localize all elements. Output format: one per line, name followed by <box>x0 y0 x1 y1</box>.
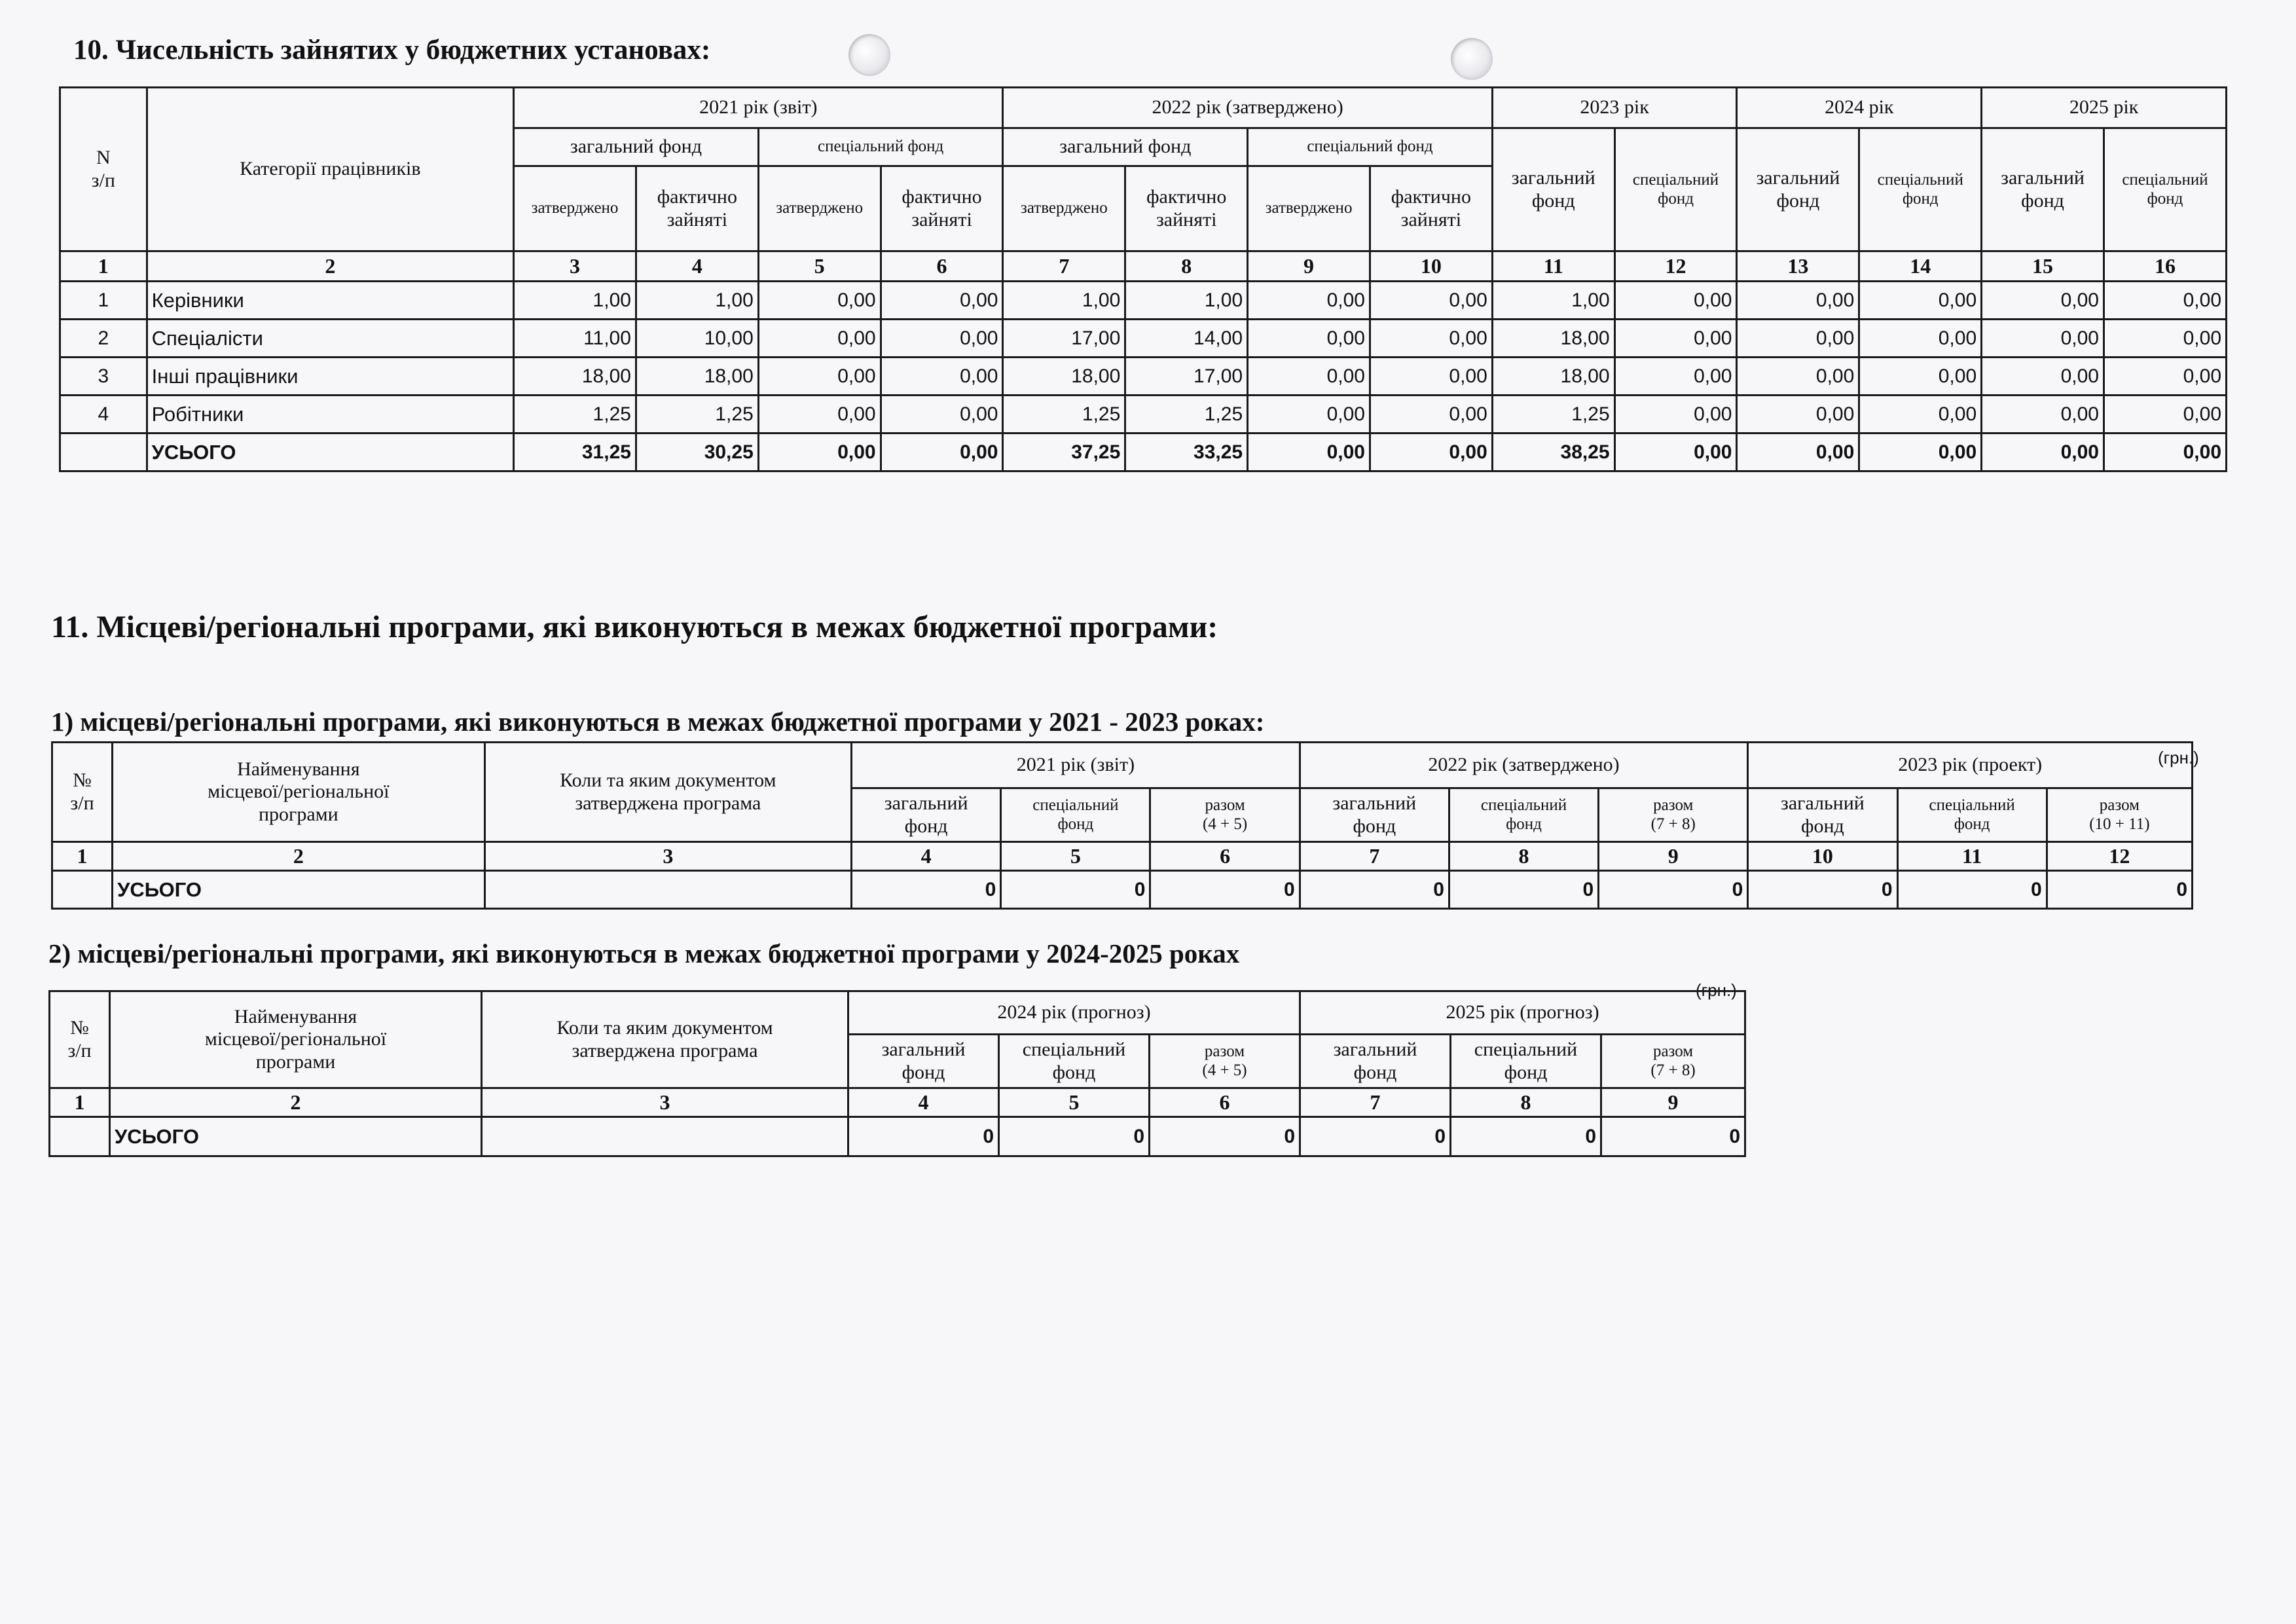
header-2024: 2024 рік (прогноз) <box>848 991 1300 1035</box>
total-value: 0 <box>848 1117 999 1156</box>
total-label: УСЬОГО <box>147 434 514 471</box>
cell-value: 0,00 <box>1982 282 2104 320</box>
cell-value: 0,00 <box>758 358 881 396</box>
cell-value: 0,00 <box>1614 434 1737 471</box>
cell-value: 0,00 <box>758 396 881 434</box>
cell-value: 0,00 <box>1614 396 1737 434</box>
table-row <box>60 358 2227 396</box>
cell-value: 0,00 <box>1859 320 1982 358</box>
total-value: 0 <box>1601 1117 1745 1156</box>
total-value: 0 <box>1449 871 1598 909</box>
header-sum: разом (7 + 8) <box>1601 1035 1745 1088</box>
cell-value: 18,00 <box>636 358 758 396</box>
total-value: 0 <box>1897 871 2047 909</box>
cell-value: 0,00 <box>1982 358 2104 396</box>
cell-value: 0,00 <box>758 320 881 358</box>
cell-value: 0,00 <box>1614 282 1737 320</box>
total-value: 0 <box>1599 871 1748 909</box>
cell-value: 0,00 <box>1370 282 1492 320</box>
header-program-name: Найменування місцевої/регіональної програми <box>113 743 485 842</box>
cell-value: 0,00 <box>1248 434 1370 471</box>
category-name: Робітники <box>147 396 514 434</box>
cell-value: 0,00 <box>1737 358 1859 396</box>
index-row: 1 2 3 4 5 6 7 8 9 10 11 12 13 14 15 16 <box>60 251 2227 282</box>
header-special: спеціальний фонд <box>1001 788 1150 842</box>
header-2024: 2024 рік <box>1737 88 1982 128</box>
table-row <box>60 320 2227 358</box>
header-2025: 2025 рік (прогноз) <box>1300 991 1745 1035</box>
table-row <box>60 396 2227 434</box>
row-number <box>60 434 147 471</box>
cell-value: 17,00 <box>1003 320 1125 358</box>
unit-label: (грн.) <box>2158 748 2199 767</box>
cell-value: 0,00 <box>2104 434 2226 471</box>
cell-value: 0,00 <box>2104 358 2226 396</box>
header-2021-general: загальний фонд <box>514 128 759 166</box>
header-general: загальний фонд <box>1300 1035 1451 1088</box>
cell-value: 0,00 <box>1248 358 1370 396</box>
cell-value: 1,00 <box>514 282 636 320</box>
header-2025-general: загальний фонд <box>1982 128 2104 251</box>
cell-value: 0,00 <box>2104 282 2226 320</box>
cell-value: 0,00 <box>1737 282 1859 320</box>
total-value: 0 <box>1150 871 1300 909</box>
cell-value: 0,00 <box>2104 396 2226 434</box>
total-row <box>52 871 2193 909</box>
row-number: 1 <box>60 282 147 320</box>
cell-value: 0,00 <box>1859 358 1982 396</box>
header-special: спеціальний фонд <box>1449 788 1598 842</box>
cell-value: 0,00 <box>881 282 1003 320</box>
header-approved: затверджено <box>514 166 636 251</box>
cell-value: 18,00 <box>1492 358 1614 396</box>
total-value: 0 <box>2047 871 2192 909</box>
cell-value: 37,25 <box>1003 434 1125 471</box>
header-sum: разом (7 + 8) <box>1599 788 1748 842</box>
cell-value: 0,00 <box>1982 396 2104 434</box>
row-number: 3 <box>60 358 147 396</box>
cell-value: 18,00 <box>1492 320 1614 358</box>
header-approved: затверджено <box>1003 166 1125 251</box>
cell-value: 10,00 <box>636 320 758 358</box>
header-2021-special: спеціальний фонд <box>758 128 1003 166</box>
index-row: 1 2 3 4 5 6 7 8 9 <box>50 1088 1745 1117</box>
header-program-name: Найменування місцевої/регіональної програми <box>110 991 482 1088</box>
cell-value: 0,00 <box>1370 396 1492 434</box>
cell-value: 1,25 <box>636 396 758 434</box>
header-sum: разом (4 + 5) <box>1150 788 1300 842</box>
cell-value: 0,00 <box>1248 320 1370 358</box>
cell-value: 0,00 <box>1248 396 1370 434</box>
total-value: 0 <box>1300 1117 1451 1156</box>
header-2022-general: загальний фонд <box>1003 128 1248 166</box>
header-2023-general: загальний фонд <box>1492 128 1614 251</box>
employees-table <box>59 86 2227 472</box>
total-value: 0 <box>1451 1117 1601 1156</box>
total-value: 0 <box>852 871 1001 909</box>
cell-value: 0,00 <box>1614 358 1737 396</box>
cell-value: 30,25 <box>636 434 758 471</box>
cell-value: 0,00 <box>1737 396 1859 434</box>
cell-value: 0,00 <box>1737 320 1859 358</box>
cell-value: 17,00 <box>1125 358 1248 396</box>
header-sum: разом (4 + 5) <box>1150 1035 1300 1088</box>
punch-hole-right <box>1451 38 1493 80</box>
programs-2021-2023-table <box>51 741 2193 910</box>
header-actual: фактично зайняті <box>1125 166 1248 251</box>
header-general: загальний фонд <box>1748 788 1897 842</box>
header-2021: 2021 рік (звіт) <box>514 88 1003 128</box>
cell-value: 1,00 <box>1492 282 1614 320</box>
total-label: УСЬОГО <box>113 871 485 909</box>
header-2022: 2022 рік (затверджено) <box>1003 88 1492 128</box>
header-approved: затверджено <box>1248 166 1370 251</box>
cell-value: 0,00 <box>881 396 1003 434</box>
cell-value: 0,00 <box>2104 320 2226 358</box>
header-n: № з/п <box>50 991 110 1088</box>
total-label: УСЬОГО <box>110 1117 482 1156</box>
cell-value: 0,00 <box>1982 320 2104 358</box>
cell-value: 0,00 <box>881 358 1003 396</box>
index-row: 1 2 3 4 5 6 7 8 9 10 11 12 <box>52 842 2193 871</box>
total-row <box>60 434 2227 471</box>
cell-value: 31,25 <box>514 434 636 471</box>
cell-value: 0,00 <box>1859 396 1982 434</box>
cell-value: 0,00 <box>1614 320 1737 358</box>
category-name: Спеціалісти <box>147 320 514 358</box>
cell-value: 18,00 <box>1003 358 1125 396</box>
header-document: Коли та яким документом затверджена програма <box>482 991 848 1088</box>
cell-value: 0,00 <box>1370 434 1492 471</box>
cell-value: 0,00 <box>881 320 1003 358</box>
total-row <box>50 1117 1745 1156</box>
section-10-title: 10. Чисельність зайнятих у бюджетних установах: <box>73 35 711 65</box>
header-actual: фактично зайняті <box>636 166 758 251</box>
cell-value: 11,00 <box>514 320 636 358</box>
cell-value: 38,25 <box>1492 434 1614 471</box>
section-11-part2-title: 2) місцеві/регіональні програми, які виконуються в межах бюджетної програми у 2024-2025 роках <box>48 938 1240 969</box>
header-special: спеціальний фонд <box>999 1035 1150 1088</box>
header-2023: 2023 рік <box>1492 88 1737 128</box>
cell-value: 0,00 <box>881 434 1003 471</box>
category-name: Керівники <box>147 282 514 320</box>
header-2025-special: спеціальний фонд <box>2104 128 2226 251</box>
header-2022: 2022 рік (затверджено) <box>1300 743 1748 788</box>
header-2022-special: спеціальний фонд <box>1248 128 1493 166</box>
total-value: 0 <box>1300 871 1449 909</box>
cell-value: 0,00 <box>1859 434 1982 471</box>
header-general: загальний фонд <box>848 1035 999 1088</box>
header-category: Категорії працівників <box>147 88 514 251</box>
cell-value: 18,00 <box>514 358 636 396</box>
header-2024-special: спеціальний фонд <box>1859 128 1982 251</box>
header-2023: 2023 рік (проект) <box>1748 743 2193 788</box>
cell-value: 1,00 <box>1125 282 1248 320</box>
programs-2024-2025-table <box>48 990 1746 1157</box>
cell-value: 0,00 <box>1982 434 2104 471</box>
total-value: 0 <box>1001 871 1150 909</box>
header-special: спеціальний фонд <box>1897 788 2047 842</box>
header-sum: разом (10 + 11) <box>2047 788 2192 842</box>
header-general: загальний фонд <box>1300 788 1449 842</box>
cell-value: 1,25 <box>514 396 636 434</box>
section-11-part1-title: 1) місцеві/регіональні програми, які виконуються в межах бюджетної програми у 2021 - 2023 роках: <box>51 707 1265 737</box>
header-actual: фактично зайняті <box>881 166 1003 251</box>
header-special: спеціальний фонд <box>1451 1035 1601 1088</box>
cell-value: 1,25 <box>1125 396 1248 434</box>
unit-label: (грн.) <box>1696 980 1737 1000</box>
cell-value: 1,00 <box>636 282 758 320</box>
header-general: загальний фонд <box>852 788 1001 842</box>
total-value: 0 <box>1150 1117 1300 1156</box>
cell-value: 0,00 <box>758 434 881 471</box>
cell-value: 0,00 <box>1370 320 1492 358</box>
table-row <box>60 282 2227 320</box>
header-2023-special: спеціальний фонд <box>1614 128 1737 251</box>
cell-value: 0,00 <box>1859 282 1982 320</box>
punch-hole-left <box>848 34 890 76</box>
header-n: N з/п <box>60 88 147 251</box>
row-number: 4 <box>60 396 147 434</box>
cell-value: 0,00 <box>1737 434 1859 471</box>
cell-value: 14,00 <box>1125 320 1248 358</box>
cell-value: 33,25 <box>1125 434 1248 471</box>
category-name: Інші працівники <box>147 358 514 396</box>
header-2024-general: загальний фонд <box>1737 128 1859 251</box>
header-document: Коли та яким документом затверджена програма <box>484 743 852 842</box>
row-number: 2 <box>60 320 147 358</box>
header-actual: фактично зайняті <box>1370 166 1492 251</box>
cell-value: 0,00 <box>758 282 881 320</box>
total-value: 0 <box>999 1117 1150 1156</box>
cell-value: 1,25 <box>1003 396 1125 434</box>
cell-value: 1,00 <box>1003 282 1125 320</box>
header-approved: затверджено <box>758 166 881 251</box>
total-value: 0 <box>1748 871 1897 909</box>
section-11-title: 11. Місцеві/регіональні програми, які виконуються в межах бюджетної програми: <box>51 610 1218 644</box>
header-2025: 2025 рік <box>1982 88 2227 128</box>
header-2021: 2021 рік (звіт) <box>852 743 1300 788</box>
cell-value: 0,00 <box>1248 282 1370 320</box>
cell-value: 0,00 <box>1370 358 1492 396</box>
cell-value: 1,25 <box>1492 396 1614 434</box>
header-n: № з/п <box>52 743 113 842</box>
